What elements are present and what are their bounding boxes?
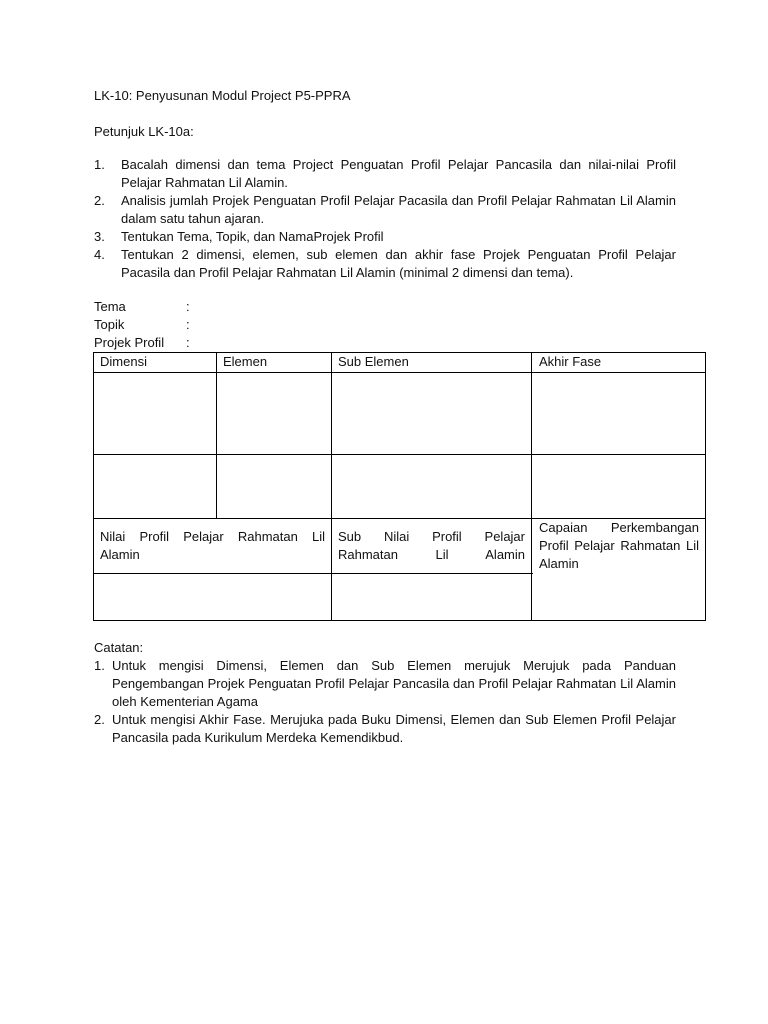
field-tema [94,299,214,317]
instruction-item [94,192,676,228]
field-label: Tema [94,299,126,314]
table-row-divider [93,573,533,574]
header-elemen: Elemen [223,354,268,369]
notes-heading: Catatan: [94,640,144,655]
field-colon: : [186,299,190,314]
table-header-divider [93,372,706,373]
note-item [94,711,676,747]
instruction-item [94,246,676,282]
field-topik [94,317,214,335]
instructions-heading: Petunjuk LK-10a: [94,124,194,139]
table-column-divider [531,352,532,621]
instruction-number: 2. [94,193,105,208]
instructions-list [94,156,676,282]
field-label: Projek Profil [94,335,165,350]
cell-capaian-perkembangan: Capaian Perkembangan Profil Pelajar Rahmatan Lil Alamin [539,520,699,571]
table-column-divider [331,352,332,621]
instruction-item [94,156,676,192]
field-colon: : [186,317,190,332]
table-border-right [705,352,706,621]
note-number: 1. [94,658,105,673]
note-item [94,657,676,711]
note-text: Untuk mengisi Akhir Fase. Merujuka pada Buku Dimensi, Elemen dan Sub Elemen Profil Pelajar Pancasila pada Kurikulum Merdeka Kemendikbud. [112,712,676,745]
field-colon: : [186,335,190,350]
instruction-number: 3. [94,229,105,244]
project-table [93,352,706,621]
cell-sub-nilai-profil: Sub Nilai Profil Pelajar Rahmatan Lil Alamin [338,529,525,562]
instruction-text: Analisis jumlah Projek Penguatan Profil Pelajar Pacasila dan Profil Pelajar Rahmatan Lil Alamin dalam satu tahun ajaran. [121,193,676,226]
instruction-number: 4. [94,247,105,262]
field-label: Topik [94,317,125,332]
header-sub-elemen: Sub Elemen [338,354,409,369]
header-dimensi: Dimensi [100,354,147,369]
instruction-text: Tentukan 2 dimensi, elemen, sub elemen dan akhir fase Projek Penguatan Profil Pelajar Pacasila dan Profil Pelajar Rahmatan Lil Alamin (minimal 2 dimensi dan tema). [121,247,676,280]
note-number: 2. [94,712,105,727]
table-border-left [93,352,94,621]
notes-list [94,657,676,747]
instruction-text: Tentukan Tema, Topik, dan NamaProjek Profil [121,229,384,244]
header-akhir-fase: Akhir Fase [539,354,602,369]
document-title: LK-10: Penyusunan Modul Project P5-PPRA [94,88,351,103]
instruction-item [94,228,676,246]
instruction-number: 1. [94,157,105,172]
table-row-divider [93,454,706,455]
cell-nilai-profil: Nilai Profil Pelajar Rahmatan Lil Alamin [100,529,325,562]
note-text: Untuk mengisi Dimensi, Elemen dan Sub Elemen merujuk Merujuk pada Panduan Pengembangan Projek Penguatan Profil Pelajar Pancasila dan Profil Pelajar Rahmatan Lil Alamin oleh Kementerian Agama [112,658,676,709]
field-projek-profil [94,335,214,353]
table-column-divider [216,352,217,518]
table-border-bottom [93,620,706,621]
instruction-text: Bacalah dimensi dan tema Project Penguatan Profil Pelajar Pancasila dan nilai-nilai Profil Pelajar Rahmatan Lil Alamin. [121,157,676,190]
